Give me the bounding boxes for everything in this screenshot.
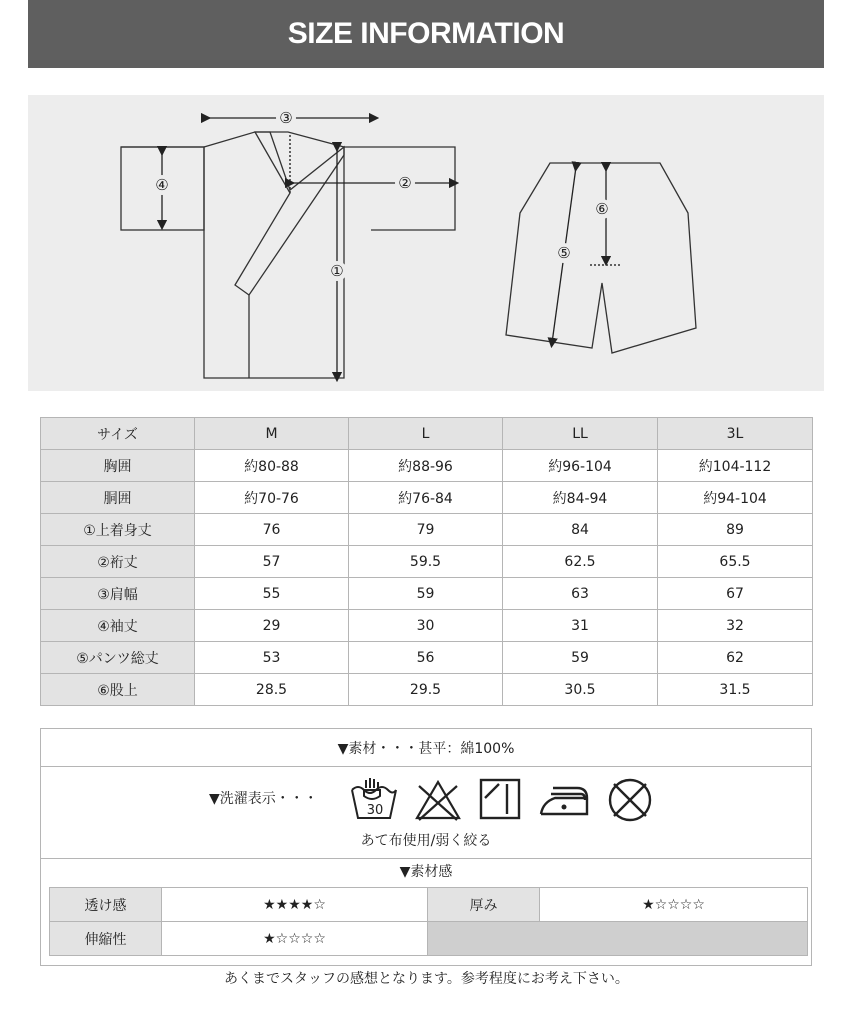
material-text: ▼素材・・・甚平：綿100% xyxy=(337,740,515,757)
table-row xyxy=(50,922,808,956)
table-cell: 約104-112 xyxy=(658,450,813,482)
table-cell: 84 xyxy=(503,514,658,546)
table-cell: 59 xyxy=(349,578,503,610)
label-1: ① xyxy=(330,262,344,280)
label-2: ② xyxy=(398,174,412,192)
table-cell: 63 xyxy=(503,578,658,610)
sheer-label: 透け感 xyxy=(50,888,162,922)
table-cell: 31 xyxy=(503,610,658,642)
table-cell: 約88-96 xyxy=(349,450,503,482)
table-cell: 30.5 xyxy=(503,674,658,706)
hand-wash-icon xyxy=(349,776,399,822)
size-table-header xyxy=(41,418,813,450)
wash-icons xyxy=(349,776,655,824)
table-cell: 67 xyxy=(658,578,813,610)
thickness-rating: ★☆☆☆☆ xyxy=(540,888,808,922)
stretch-rating: ★☆☆☆☆ xyxy=(162,922,428,956)
table-row xyxy=(41,610,813,642)
wash-label: ▼洗濯表示・・・ xyxy=(209,791,318,807)
row-label: 胴囲 xyxy=(41,482,195,514)
table-cell: 62 xyxy=(658,642,813,674)
table-cell: 59.5 xyxy=(349,546,503,578)
table-cell: 28.5 xyxy=(195,674,349,706)
wash-section xyxy=(41,766,811,859)
table-cell: 29.5 xyxy=(349,674,503,706)
footnote: あくまでスタッフの感想となります。参考程度にお考え下さい。 xyxy=(224,971,629,987)
size-table xyxy=(40,417,813,706)
stretch-label: 伸縮性 xyxy=(50,922,162,956)
row-label: ③肩幅 xyxy=(41,578,195,610)
table-cell: 57 xyxy=(195,546,349,578)
no-tumble-dry-icon xyxy=(605,776,655,824)
table-cell: 約80-88 xyxy=(195,450,349,482)
label-4: ④ xyxy=(155,176,169,194)
size-col-l: L xyxy=(349,418,503,450)
table-cell: 55 xyxy=(195,578,349,610)
jacket-outline xyxy=(121,132,455,378)
row-label: ⑥股上 xyxy=(41,674,195,706)
table-row xyxy=(41,674,813,706)
empty-cell xyxy=(428,922,808,956)
table-row xyxy=(41,514,813,546)
header-banner xyxy=(28,0,824,68)
size-col-ll: LL xyxy=(503,418,658,450)
label-6: ⑥ xyxy=(595,200,609,218)
table-row xyxy=(41,482,813,514)
page-title: SIZE INFORMATION xyxy=(287,17,565,50)
size-col-3l: 3L xyxy=(658,418,813,450)
table-row xyxy=(41,642,813,674)
iron-low-icon xyxy=(537,776,591,822)
table-cell: 59 xyxy=(503,642,658,674)
table-cell: 32 xyxy=(658,610,813,642)
table-cell: 約96-104 xyxy=(503,450,658,482)
row-label: 胸囲 xyxy=(41,450,195,482)
table-row xyxy=(41,546,813,578)
row-label: ④袖丈 xyxy=(41,610,195,642)
table-cell: 29 xyxy=(195,610,349,642)
garment-diagram-svg xyxy=(28,95,824,391)
label-5: ⑤ xyxy=(557,244,571,262)
svg-text:30: 30 xyxy=(366,803,384,818)
sheer-rating: ★★★★☆ xyxy=(162,888,428,922)
no-bleach-icon xyxy=(413,776,463,822)
thickness-label: 厚み xyxy=(428,888,540,922)
table-cell: 76 xyxy=(195,514,349,546)
table-cell: 約84-94 xyxy=(503,482,658,514)
table-cell: 56 xyxy=(349,642,503,674)
table-row xyxy=(50,888,808,922)
table-cell: 30 xyxy=(349,610,503,642)
wash-note: あて布使用/弱く絞る xyxy=(360,833,492,849)
size-corner: サイズ xyxy=(41,418,195,450)
row-label: ⑤パンツ総丈 xyxy=(41,642,195,674)
table-row xyxy=(41,578,813,610)
pants-outline xyxy=(506,163,696,353)
size-col-m: M xyxy=(195,418,349,450)
material-box xyxy=(40,728,812,966)
feel-title: ▼素材感 xyxy=(399,864,453,880)
label-3: ③ xyxy=(279,109,293,127)
row-label: ②裄丈 xyxy=(41,546,195,578)
table-cell: 31.5 xyxy=(658,674,813,706)
garment-diagram xyxy=(28,95,824,391)
table-cell: 約94-104 xyxy=(658,482,813,514)
table-cell: 89 xyxy=(658,514,813,546)
line-dry-icon xyxy=(477,776,523,822)
feel-table xyxy=(49,887,808,956)
table-cell: 79 xyxy=(349,514,503,546)
table-row xyxy=(41,450,813,482)
row-label: ①上着身丈 xyxy=(41,514,195,546)
table-cell: 62.5 xyxy=(503,546,658,578)
table-cell: 約76-84 xyxy=(349,482,503,514)
table-cell: 65.5 xyxy=(658,546,813,578)
material-line xyxy=(41,729,811,767)
table-cell: 約70-76 xyxy=(195,482,349,514)
table-cell: 53 xyxy=(195,642,349,674)
